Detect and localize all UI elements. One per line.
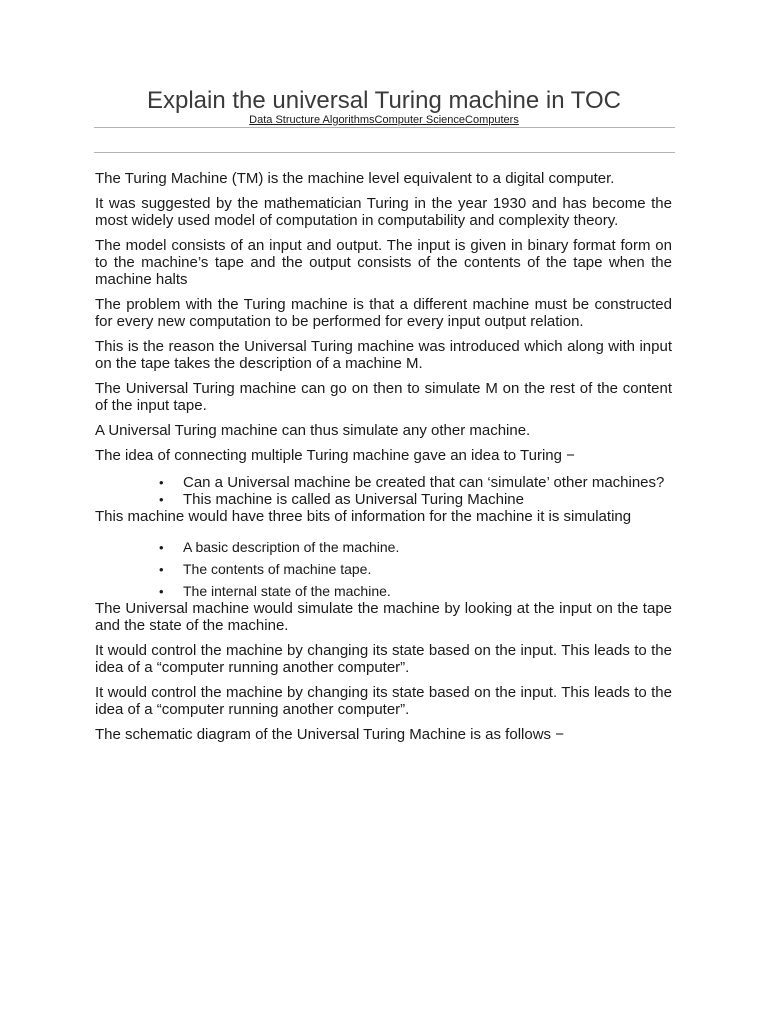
paragraph: It would control the machine by changing its state based on the input. This leads to the idea of a “computer running another computer”. (95, 684, 672, 718)
list-item: • A basic description of the machine. (183, 539, 672, 556)
list-item: • The internal state of the machine. (183, 583, 672, 600)
paragraph: The Universal machine would simulate the machine by looking at the input on the tape and the state of the machine. (95, 600, 672, 634)
paragraph: A Universal Turing machine can thus simulate any other machine. (95, 422, 531, 439)
header-divider-bottom (94, 152, 675, 153)
paragraph: The problem with the Turing machine is that a different machine must be constructed for every new computation to be performed for every input output relation. (95, 296, 672, 330)
info-bullet-list (95, 539, 672, 600)
paragraph: It was suggested by the mathematician Turing in the year 1930 and has become the most widely used model of computation in computability and complexity theory. (95, 195, 672, 229)
list-item: • This machine is called as Universal Turing Machine (183, 491, 672, 508)
paragraph: It would control the machine by changing its state based on the input. This leads to the idea of a “computer running another computer”. (95, 642, 672, 676)
idea-bullet-list (95, 474, 672, 508)
tag-link-computers[interactable]: Computers (465, 114, 519, 126)
header-divider-top (94, 127, 675, 128)
article-body (95, 170, 672, 751)
tag-link-data-structure-algorithms[interactable]: Data Structure Algorithms (249, 114, 375, 126)
paragraph: The Turing Machine (TM) is the machine level equivalent to a digital computer. (95, 170, 615, 187)
page-title: Explain the universal Turing machine in TOC (146, 87, 622, 114)
tag-link-computer-science[interactable]: Computer Science (374, 114, 466, 126)
paragraph: The schematic diagram of the Universal Turing Machine is as follows − (95, 726, 564, 743)
paragraph: This machine would have three bits of information for the machine it is simulating (95, 508, 632, 525)
paragraph: This is the reason the Universal Turing machine was introduced which along with input on the tape takes the description of a machine M. (95, 338, 672, 372)
list-item: • Can a Universal machine be created that can ‘simulate’ other machines? (183, 474, 672, 491)
list-item: • The contents of machine tape. (183, 561, 672, 578)
paragraph: The model consists of an input and output. The input is given in binary format form on to the machine’s tape and the output consists of the contents of the tape when the machine halts (95, 237, 672, 288)
paragraph: The idea of connecting multiple Turing machine gave an idea to Turing − (95, 447, 575, 464)
paragraph: The Universal Turing machine can go on then to simulate M on the rest of the content of the input tape. (95, 380, 672, 414)
tag-list (0, 113, 768, 127)
